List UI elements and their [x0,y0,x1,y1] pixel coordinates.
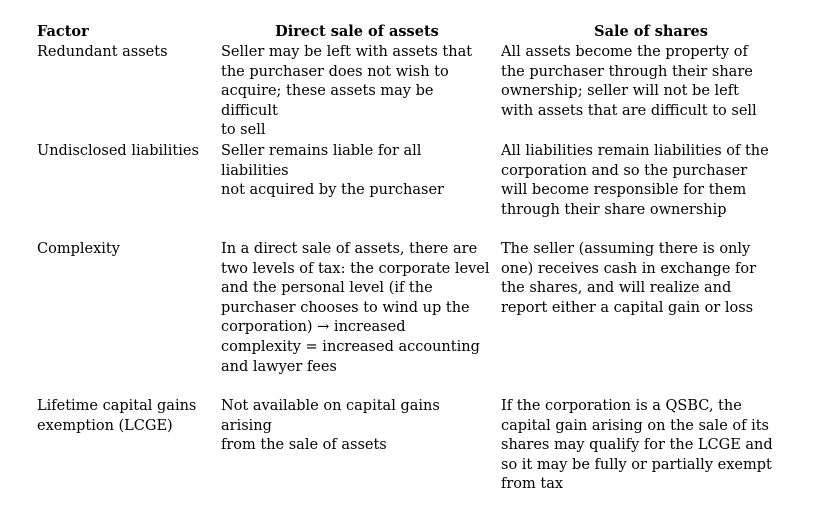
row-factor-redundant-assets: Redundant assets [37,44,168,60]
row-shares-lcge: If the corporation is a QSBC, the capital gain arising on the sale of its shares may qualify for the LCGE and so it may be fully or partially exempt from tax [501,398,773,493]
row-direct-lcge: Not available on capital gains arising from the sale of assets [221,398,440,454]
row-factor-undisclosed-liabilities: Undisclosed liabilities [37,143,199,159]
header-factor: Factor [37,23,89,40]
row-factor-complexity: Complexity [37,241,120,257]
header-direct-sale: Direct sale of assets [275,23,439,40]
row-direct-redundant-assets: Seller may be left with assets that the purchaser does not wish to acquire; these assets may be difficult to sell [221,44,473,139]
row-direct-complexity: In a direct sale of assets, there are two levels of tax: the corporate level and the personal level (if the purchaser chooses to wind up the corporation) → increased complexity = increased accounting and lawyer fees [221,241,490,375]
row-direct-undisclosed-liabilities: Seller remains liable for all liabilities not acquired by the purchaser [221,143,444,199]
row-shares-redundant-assets: All assets become the property of the purchaser through their share ownership; seller will not be left with assets that are difficult to sell [501,44,757,119]
row-shares-complexity: The seller (assuming there is only one) receives cash in exchange for the shares, and will realize and report either a capital gain or loss [501,241,757,316]
row-shares-undisclosed-liabilities: All liabilities remain liabilities of the corporation and so the purchaser will become responsible for them through their share ownership [501,143,769,218]
header-sale-of-shares: Sale of shares [594,23,708,40]
row-factor-lcge: Lifetime capital gains exemption (LCGE) [37,398,197,434]
